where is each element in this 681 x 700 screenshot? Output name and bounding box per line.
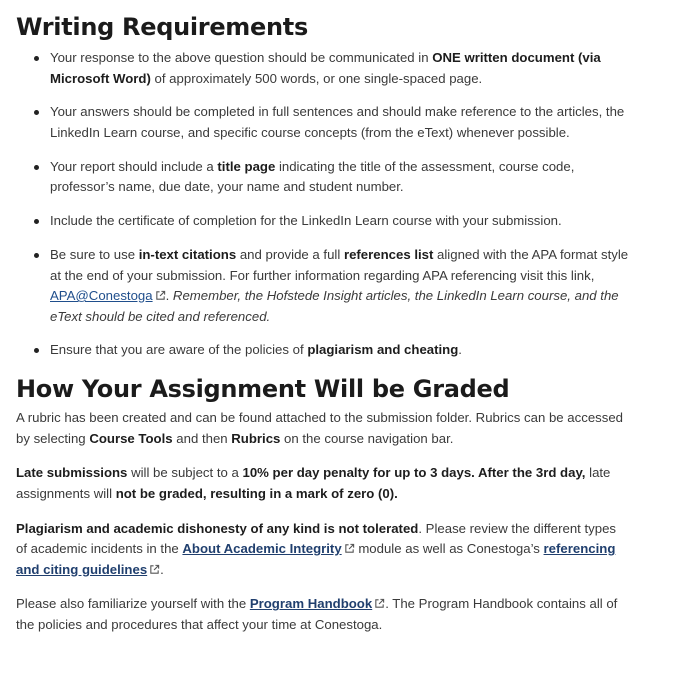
external-link-icon bbox=[344, 543, 355, 554]
handbook-paragraph: Please also familiarize yourself with the Program Handbook . The Program Handbook contains all of the policies and procedures that affect your time at Conestoga. bbox=[16, 596, 618, 632]
late-submission-paragraph: Late submissions will be subject to a 10% per day penalty for up to 3 days. After the 3rd day, late assignments will not be graded, resulting in a mark of zero (0). bbox=[16, 465, 611, 502]
list-item: Include the certificate of completion for the LinkedIn Learn course with your submission. bbox=[38, 211, 636, 232]
list-item: Ensure that you are aware of the policies of plagiarism and cheating. bbox=[38, 340, 636, 361]
plagiarism-paragraph: Plagiarism and academic dishonesty of any kind is not tolerated. Please review the different types of academic incidents in the About Academic Integrity module as well as Conestoga’s referencing and citing guidelines . bbox=[16, 520, 617, 577]
list-item: Your report should include a title page indicating the title of the assessment, course code, professor’s name, due date, your name and student number. bbox=[38, 157, 636, 198]
apa-conestoga-link[interactable]: APA@Conestoga bbox=[50, 288, 153, 304]
requirements-list bbox=[16, 48, 665, 361]
program-handbook-link[interactable]: Program Handbook bbox=[249, 596, 373, 612]
referencing-guidelines-link[interactable]: referencing and citing guidelines bbox=[16, 541, 616, 577]
external-link-icon bbox=[374, 598, 385, 609]
list-item: Be sure to use in-text citations and provide a full references list aligned with the APA format style at the end of your submission. For further information regarding APA referencing visit this link, APA@Conestoga . Remember, the Hofstede Insight articles, the LinkedIn Learn course, and the eText should be cited and referenced. bbox=[38, 245, 636, 327]
list-item: Your answers should be completed in full sentences and should make reference to the articles, the LinkedIn Learn course, and specific course concepts (from the eText) whenever possible. bbox=[38, 102, 636, 143]
grading-heading: How Your Assignment Will be Graded bbox=[16, 375, 510, 404]
list-item: Your response to the above question should be communicated in ONE written document (via Microsoft Word) of approximately 500 words, or one single-spaced page. bbox=[38, 48, 636, 89]
external-link-icon bbox=[155, 290, 166, 301]
academic-integrity-link[interactable]: About Academic Integrity bbox=[182, 541, 342, 557]
rubric-paragraph: A rubric has been created and can be found attached to the submission folder. Rubrics can be accessed by selecting Course Tools and then Rubrics on the course navigation bar. bbox=[16, 410, 624, 446]
external-link-icon bbox=[149, 564, 160, 575]
writing-requirements-heading: Writing Requirements bbox=[16, 13, 308, 41]
